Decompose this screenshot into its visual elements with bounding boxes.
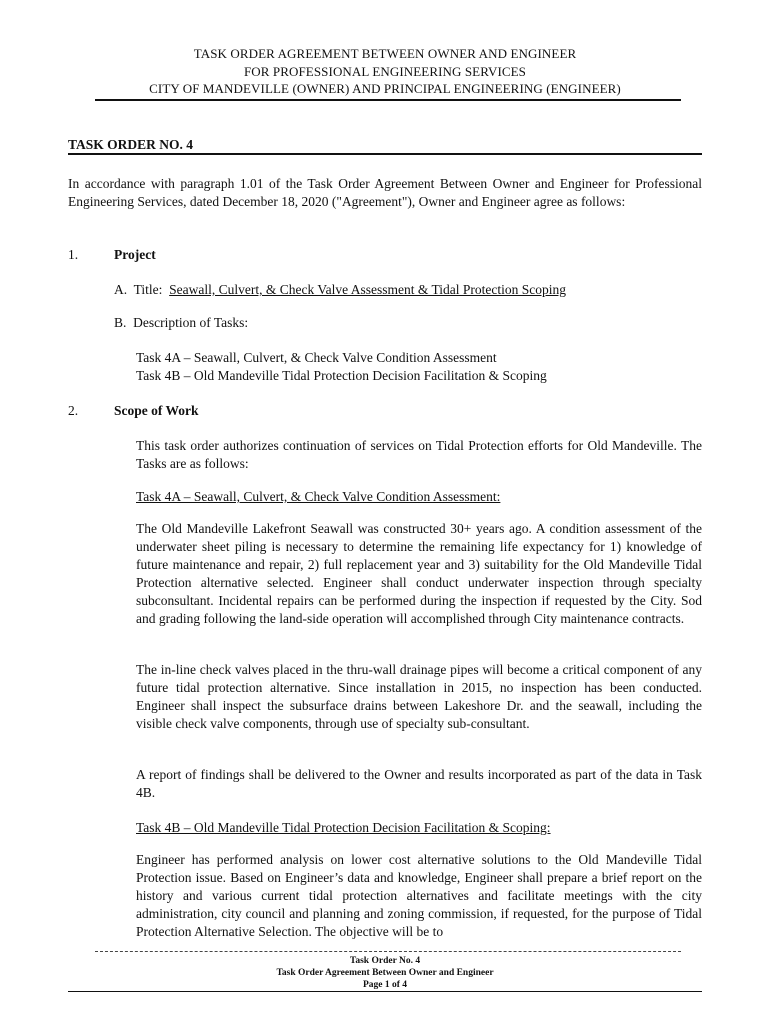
authorization-paragraph: This task order authorizes continuation of services on Tidal Protection efforts for Old Mandeville. The Tasks are as follows: — [136, 438, 702, 471]
task-4b-heading: Task 4B – Old Mandeville Tidal Protection Decision Facilitation & Scoping: — [136, 820, 551, 835]
section-1-title: Project — [114, 247, 156, 262]
item-a-project-title: Seawall, Culvert, & Check Valve Assessment & Tidal Protection Scoping — [169, 282, 567, 297]
footer-bottom-rule — [68, 991, 702, 992]
task-4a-line: Task 4A – Seawall, Culvert, & Check Valve Condition Assessment — [136, 350, 497, 365]
header-line-2: FOR PROFESSIONAL ENGINEERING SERVICES — [243, 64, 527, 79]
footer-rule — [95, 951, 681, 952]
footer-page-number: Page 1 of 4 — [362, 980, 408, 990]
task-4a-heading: Task 4A – Seawall, Culvert, & Check Valve Condition Assessment: — [136, 489, 501, 504]
intro-paragraph: In accordance with paragraph 1.01 of the Task Order Agreement Between Owner and Engineer for Professional Engineering Services, dated December 18, 2020 ("Agreement"), Owner and Engineer agree as follows: — [68, 176, 702, 209]
seawall-paragraph: The Old Mandeville Lakefront Seawall was constructed 30+ years ago. A condition assessment of the underwater sheet piling is necessary to determine the remaining life expectancy for 1) knowledge of future maintenance and repair, 2) full replacement year and 3) suitability for the Old Mandeville Tidal Protection alternative selected. Engineer shall conduct underwater inspection through specialty subconsultant. Incidental repairs can be performed during the inspection if requested by the City. Sod and grading following the land-side operation will accomplished through City maintenance contracts. — [136, 521, 702, 626]
item-b-description-label: B. Description of Tasks: — [114, 315, 249, 330]
section-1-number: 1. — [68, 247, 79, 262]
engineer-paragraph: Engineer has performed analysis on lower cost alternative solutions to the Old Mandeville Tidal Protection issue. Based on Engineer’s data and knowledge, Engineer shall prepare a brief report on the history and various current tidal protection alternatives and facilitate meetings with the city administration, city council and planning and zoning commission, if requested, for the purpose of Tidal Protection Alternative Selection. The objective will be to — [136, 852, 702, 939]
section-2-title: Scope of Work — [114, 403, 199, 418]
header-rule — [95, 99, 681, 101]
section-2-number: 2. — [68, 403, 79, 418]
report-paragraph: A report of findings shall be delivered to the Owner and results incorporated as part of the data in Task 4B. — [136, 767, 702, 800]
footer-agreement: Task Order Agreement Between Owner and Engineer — [276, 968, 494, 978]
item-a-prefix: A. Title: — [114, 282, 170, 297]
item-a-title-line — [114, 281, 566, 299]
header-line-3: CITY OF MANDEVILLE (OWNER) AND PRINCIPAL ENGINEERING (ENGINEER) — [149, 81, 621, 96]
task-4b-line: Task 4B – Old Mandeville Tidal Protection Decision Facilitation & Scoping — [136, 368, 547, 383]
task-order-title: TASK ORDER NO. 4 — [68, 137, 194, 152]
task-order-rule — [68, 153, 702, 155]
footer-task-order: Task Order No. 4 — [349, 956, 421, 966]
header-line-1: TASK ORDER AGREEMENT BETWEEN OWNER AND ENGINEER — [193, 46, 577, 61]
check-valve-paragraph: The in-line check valves placed in the thru-wall drainage pipes will become a critical component of any future tidal protection alternative. Since installation in 2015, no inspection has been conducted. Engineer shall inspect the subsurface drains between Lakeshore Dr. and the seawall, including the visible check valve components, through use of specialty sub-consultant. — [136, 662, 702, 731]
